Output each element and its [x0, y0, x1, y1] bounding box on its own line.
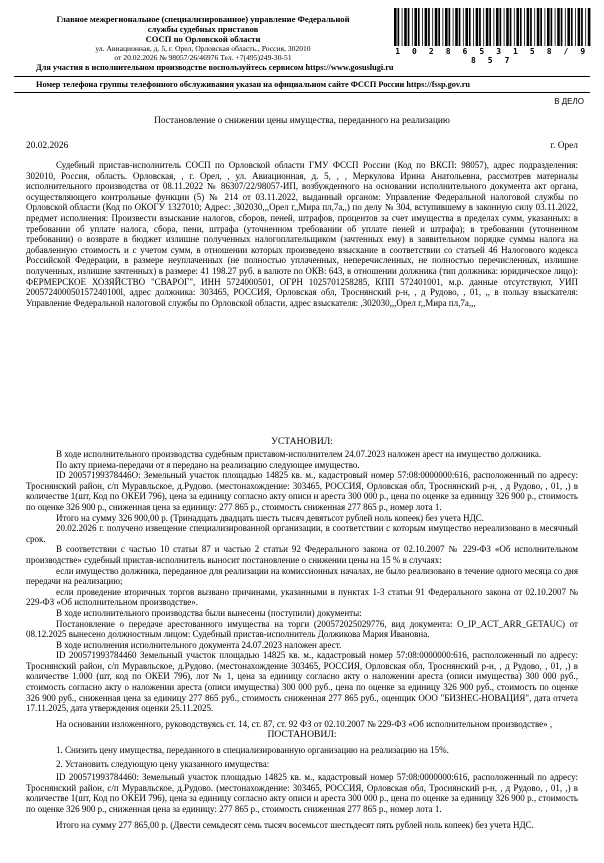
org-address: ул. Авиационная, д. 5, г. Орел, Орловская область., Россия, 302010: [95, 44, 311, 53]
document-city: г. Орел: [550, 141, 578, 151]
paragraph: В ходе исполнительного производства были вынесены (поступили) документы:: [56, 607, 362, 618]
postanovil-section: [26, 745, 578, 830]
paragraph: В ходе исполнительного производства судебным приставом-исполнителем 24.07.2023 наложен арест на имущество должника.: [56, 449, 542, 459]
document-title: Постановление о снижении цены имущества, переданного на реализацию: [154, 116, 450, 126]
paragraph: Итого на сумму 326 900,00 р. (Тринадцать двадцать шесть тысяч девятьсот рублей ноль копеек) без учета НДС.: [56, 512, 485, 523]
ustanovil-section: [26, 449, 578, 729]
paragraph: На основании изложенного, руководствуясь ст. 14, ст. 87, ст. 92 ФЗ от 02.10.2007 № 229-ФЗ «Об исполнительном производстве» ,: [56, 718, 553, 729]
paragraph: ID 200571993784460 Земельный участок площадью 14825 кв. м., кадастровый номер 57:08:0000000:616, расположенный по адресу: Троснянский район, с/п Муравльское, д.Рудово. (местонахождение 303465, РОССИЯ, Орловская обл, Троснянский р-н, , д Рудово, , 01, ,) в количестве 1.000 (шт, код по ОКЕИ 796), лот № 1, цена за единицу согласно акту о наложении ареста (описи имущества) 300 000 руб., стоимость согласно акту о наложении ареста (описи имущества) 300 000 руб., цена по оценке за единицу 326 900 руб., стоимость по оценке 326 900 руб., сниженная цена за единицу 277 865 руб., стоимость сниженная 277 865 руб., оценщик ООО "БИЗНЕС-НОВАЦИЯ", дата отчета 17.11.2025, дата утверждения оценки 25.11.2025.: [26, 650, 578, 714]
divider: [14, 92, 590, 93]
paragraph: По акту приема-передачи от я передано на реализацию следующее имущество.: [56, 459, 360, 470]
org-outgoing-number: от 20.02.2026 № 98057/26/46976 Тел. +7(495)249-30-51: [114, 53, 292, 62]
barcode-number: 1 0 2 8 6 5 3 1 5 8 / 9 8 5 7: [395, 47, 589, 65]
paragraph: Итого на сумму 277 865,00 р. (Двести семьдесят семь тысяч восемьсот шестьдесят пять рублей ноль копеек) без учета НДС.: [56, 819, 534, 830]
org-line-1: Главное межрегиональное (специализированное) управление Федеральной: [56, 14, 350, 24]
divider: [14, 76, 590, 77]
ustanovil-heading: УСТАНОВИЛ:: [271, 436, 333, 447]
org-line-3: СОСП по Орловской области: [145, 34, 261, 44]
intro-text: Судебный пристав-исполнитель СОСП по Орловской области ГМУ ФССП России (Код по ВКСП: 98057), адрес подразделения: 302010, Россия, область. Орловская, , г. Орел, , ул. Авиационная, д. 5, , , Меркулова Ирина Анатольевна, рассмотрев материалы исполнительного производства от 08.11.2022 № 86307/22/98057-ИП, возбужденного на основании исполнительного документа акт органа, осуществляющего контрольные функции (5) № 214 от 03.11.2022, выданный органом: Управление Федеральной налоговой службы по Орловской области (Код по ОКОГУ 1327010; Адрес: ,302030,,,Орел г,,Мира пл,7а,,) по делу № 304, вступившему в законную силу 03.11.2022, предмет исполнения: Произвести взыскание налогов, сборов, пеней, штрафов, процентов за счет имущества в пределах сумм, указанных: в требовании об уплате налога, сбора, пени, штрафа (уточненном требовании об уплате пеней и штрафа); в требовании (уточненном требовании) о возврате в бюджет излишне полученных налогоплательщиком (зачтенных ему) в заявительном порядке суммы налога на добавленную стоимость и с учетом сумм, в отношении которых произведено взыскание в соответствии со статьей 46 Налогового кодекса Российской Федерации, в размере неуплаченных (не полностью уплаченных, неперечисленных, не полностью перечисленных, излишне полученных, излишне зачтенных) в размере: 41 198.27 руб. в валюте по ОКВ: 643, в отношении должника (тип должника: юридическое лицо): ФЕРМЕРСКОЕ ХОЗЯЙСТВО "СВАРОГ", ИНН 5724000501, ОГРН 1025701258285, КПП 572401001, м.р. данные отсутствуют, УИП 200572400050157240100l, адрес должника: 303465, РОССИЯ, Орловская обл, Троснянский р-н, , д Рудово, , 01, ,, в пользу взыскателя: Управление Федеральной налоговой службы по Орловской области, адрес взыскателя: ,302030,,,Орел г,,Мира пл,7а,,,: [26, 160, 578, 308]
v-delo-stamp: В ДЕЛО: [554, 97, 584, 106]
document-date: 20.02.2026: [26, 141, 69, 151]
paragraph: 2. Установить следующую цену указанного имущества:: [56, 758, 270, 769]
org-line-2: службы судебных приставов: [147, 24, 259, 34]
paragraph: 1. Снизить цену имущества, переданного в специализированную организацию на реализацию на 15%.: [56, 745, 449, 755]
intro-paragraph: [26, 160, 578, 308]
paragraph: В ходе исполнения исполнительного документа 24.07.2023 наложен арест.: [56, 639, 342, 650]
paragraph: В соответствии с частью 10 статьи 87 и частью 2 статьи 92 Федерального закона от 02.10.2007 № 229-ФЗ «Об исполнительном производстве» судебный пристав-исполнитель выносит постановление о снижении цены на 15 % в случаях:: [26, 544, 578, 565]
paragraph: Постановление о передаче арестованного имущества на торги (200572025029776, вид документа: O_IP_ACT_ARR_GETAUC) от 08.12.2025 вынесено должностным лицом: Судебный пристав-исполнитель Должикова Мария Ивановна.: [26, 618, 578, 640]
phone-notice: Номер телефона группы телефонного обслуживания указан на официальном сайте ФССП России https://fssp.gov.ru: [36, 80, 470, 89]
paragraph: 20.02.2026 г. получено извещение специализированной организации, в соответствии с которым имущество нереализовано в месячный срок.: [26, 523, 578, 544]
barcode-icon: [392, 8, 592, 46]
paragraph: если имущество должника, переданное для реализации на комиссионных началах, не было реализовано в течение одного месяца со дня передачи на реализацию;: [26, 565, 578, 587]
paragraph: если проведение вторичных торгов вызвано причинами, указанными в пунктах 1-3 статьи 91 Федерального закона от 02.10.2007 № 229-ФЗ «Об исполнительном производстве».: [26, 586, 578, 608]
paragraph: ID 200571993784460: Земельный участок площадью 14825 кв. м., кадастровый номер 57:08:0000000:616, расположенный по адресу: Троснянский район, с/п Муравльское, д.Рудово. (местонахождение: 303465, РОССИЯ, Орловская обл, Троснянский р-н, , д Рудово, , 01, ,) в количестве 1(шт, Код по ОКЕИ 796), цена за единицу согласно акту описи и ареста 300 000 р., цена по оценке за единицу 326 900 р., стоимость по оценке 326 900 р., сниженная цена за единицу: 277 865 р., стоимость сниженная 277 865 р., номер лота 1.: [26, 772, 578, 814]
postanovil-heading: ПОСТАНОВИЛ:: [267, 729, 337, 740]
org-header: [18, 14, 388, 62]
paragraph: ID 20057199378446О: Земельный участок площадью 14825 кв. м., кадастровый номер 57:08:0000000:616, расположенный по адресу: Троснянский район, с/п Муравльское, д.Рудово. (местонахождение: 303465, РОССИЯ, Орловская обл, Троснянский р-н, , д Рудово, , 01, ,) в количестве 1(шт, Код по ОКЕИ 796), цена за единицу согласно акту описи и ареста 300 000 р., цена по оценке за единицу 326 900 р., стоимость по оценке 326 900 р., сниженная цена за единицу: 277 865 р., стоимость сниженная 277 865 р., номер лота 1.: [26, 470, 578, 512]
gosuslugi-notice: Для участия в исполнительном производстве воспользуйтесь сервисом https://www.gosuslugi.ru: [36, 63, 394, 72]
